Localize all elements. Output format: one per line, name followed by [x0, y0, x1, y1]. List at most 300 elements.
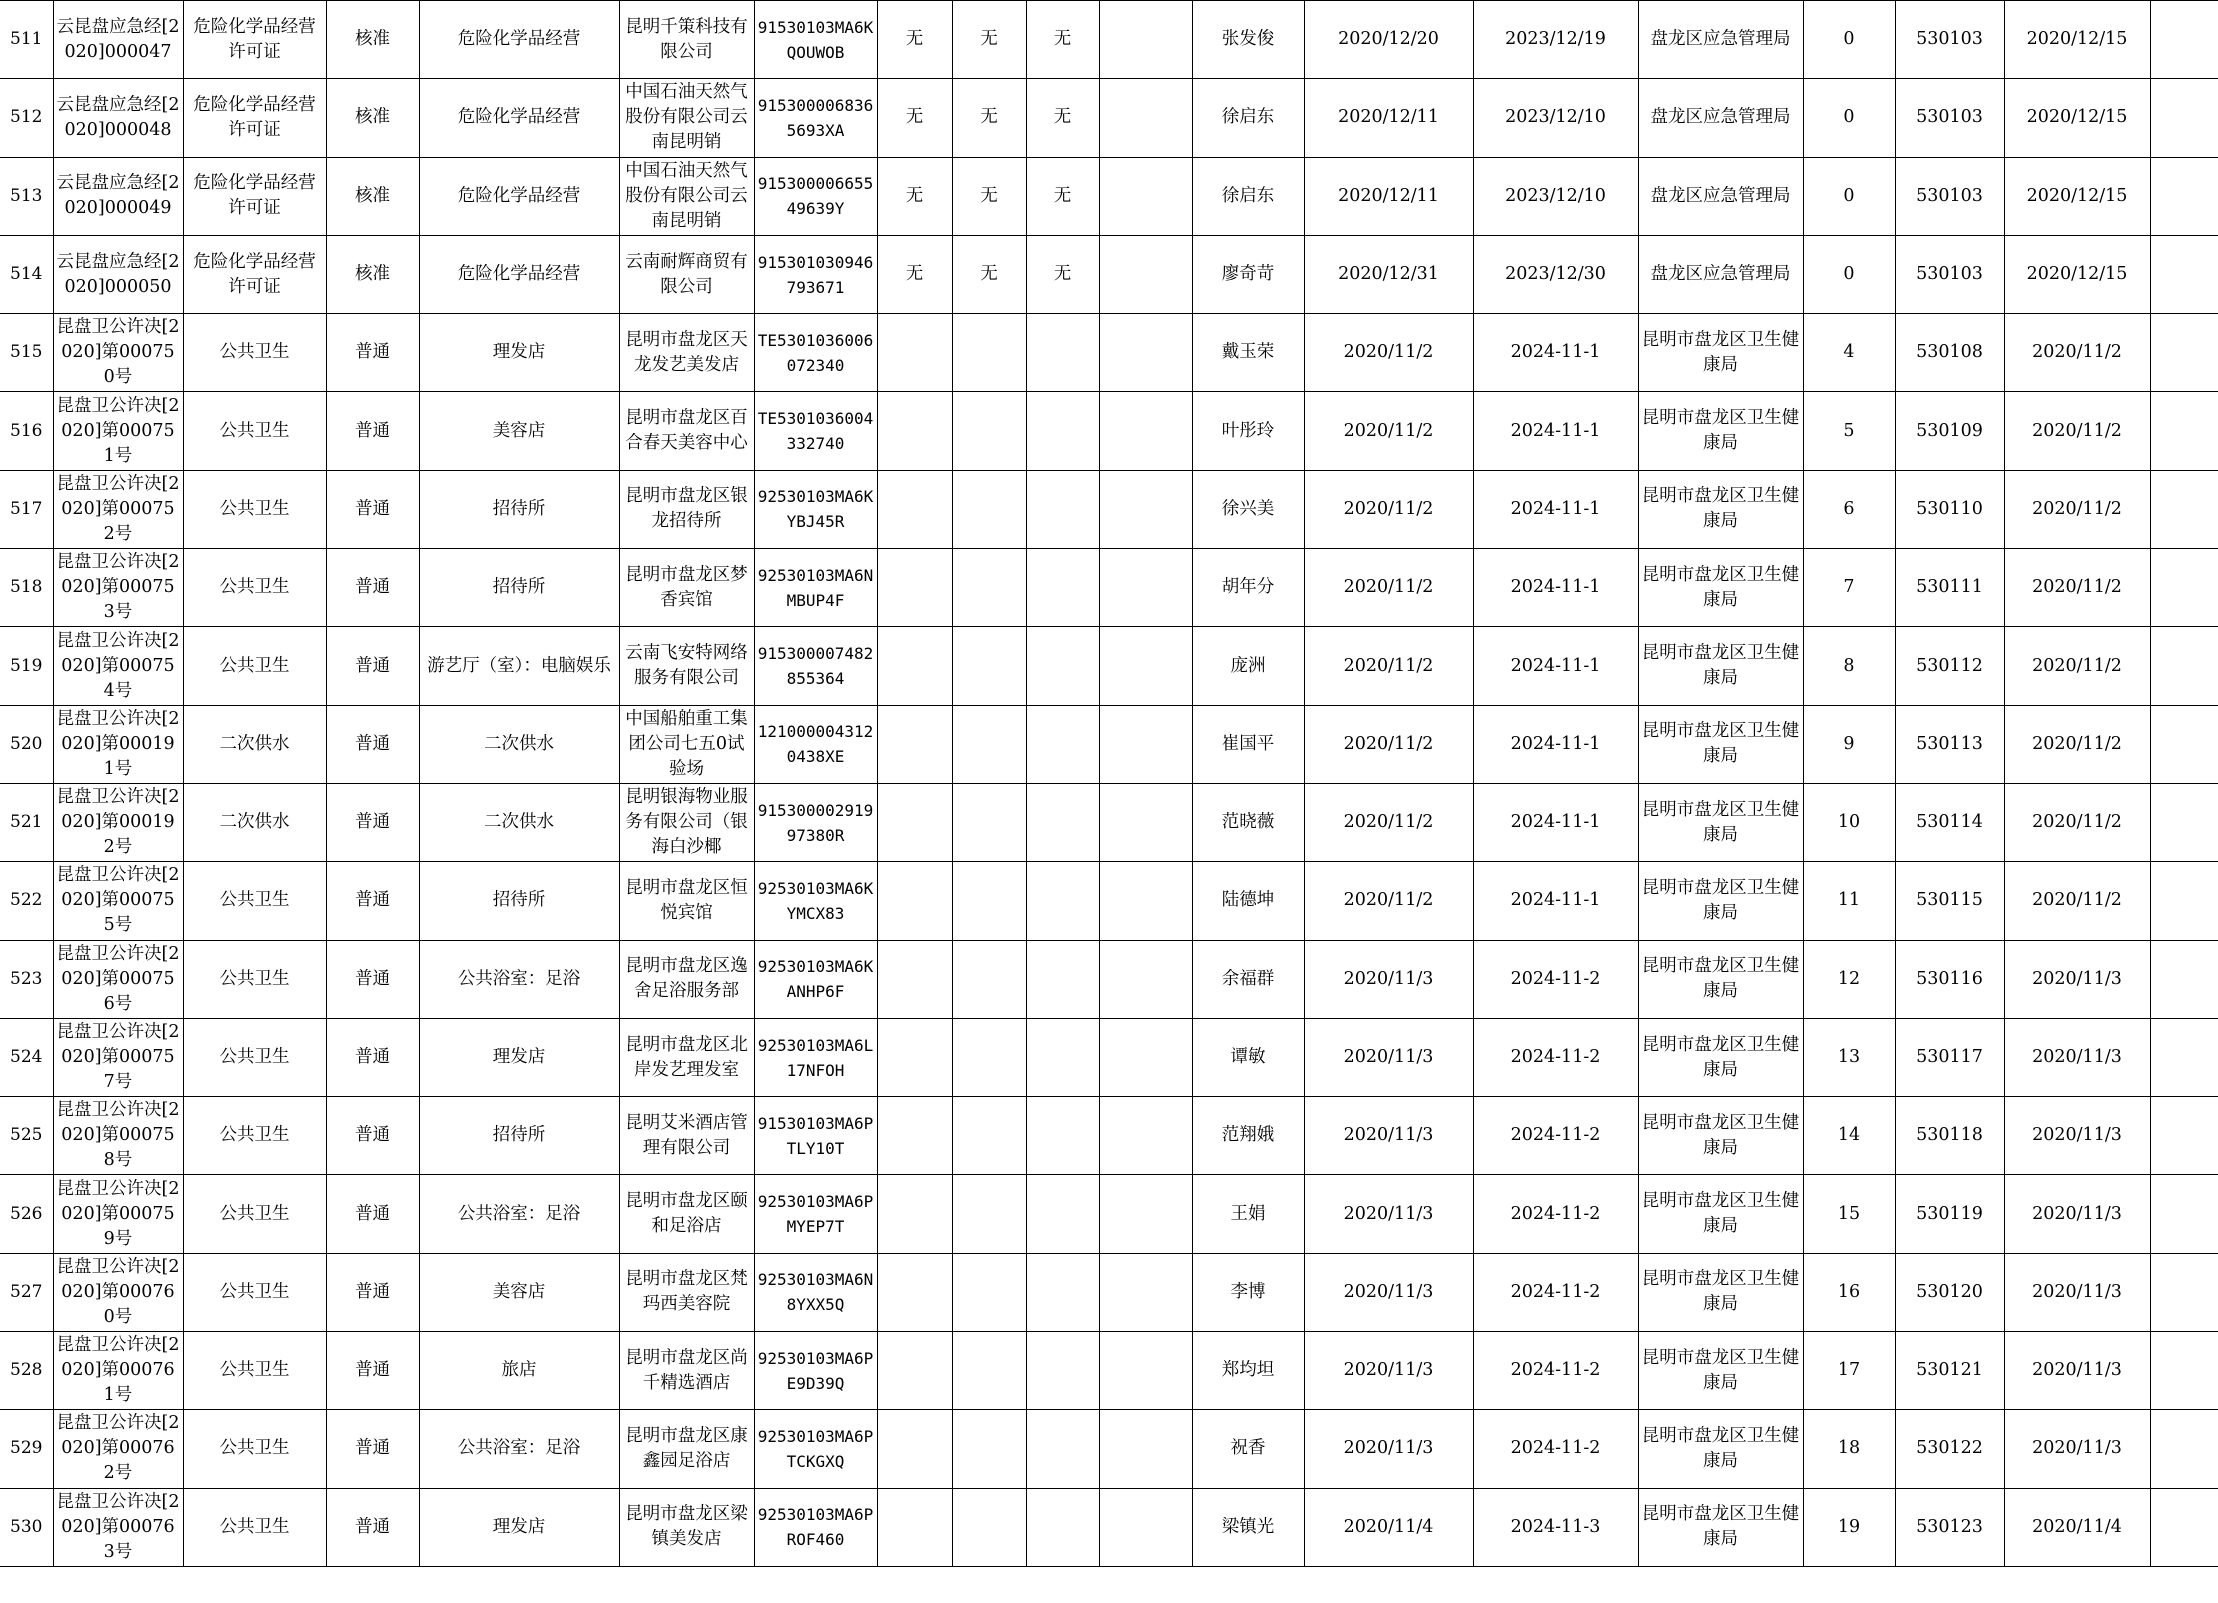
cell-status-code: [1803, 1332, 1895, 1410]
valid-from-text: 2020/11/3: [1343, 1125, 1434, 1146]
cell-permit-type: [183, 627, 326, 705]
field-a-text: 无: [905, 185, 924, 206]
credit-code-text: 92530103MA6NMBUP4F: [757, 565, 874, 610]
row-number-text: 529: [10, 1438, 43, 1459]
legal-representative-text: 戴玉荣: [1221, 342, 1275, 363]
valid-to-text: 2024-11-1: [1510, 890, 1601, 911]
cell-approval-category: [326, 1253, 419, 1331]
cell-holder-name: [619, 627, 754, 705]
cell-permit-scope: [419, 157, 619, 235]
row-number-text: 518: [10, 577, 43, 598]
area-code-text: 530103: [1916, 107, 1983, 128]
cell-holder-name: [619, 940, 754, 1018]
decision-date-text: 2020/12/15: [2026, 264, 2128, 285]
cell-remarks: [2150, 1175, 2218, 1253]
credit-code-text: 92530103MA6KYBJ45R: [757, 487, 874, 532]
approval-category-text: 核准: [355, 185, 390, 206]
cell-permit-type: [183, 235, 326, 313]
valid-from-text: 2020/11/3: [1343, 968, 1434, 989]
decision-date-text: 2020/11/3: [2032, 1047, 2122, 1067]
row-number-text: 520: [10, 733, 43, 754]
cell-field-b: [952, 314, 1026, 392]
cell-decision-date: [2004, 79, 2150, 157]
cell-permit-type: [183, 940, 326, 1018]
credit-code-text: 91530000291997380R: [757, 800, 874, 845]
cell-row-number: [0, 783, 53, 861]
area-code-text: 530111: [1916, 577, 1983, 598]
cell-credit-code: [754, 549, 877, 627]
cell-status-code: [1803, 235, 1895, 313]
cell-permit-scope: [419, 1097, 619, 1175]
legal-representative-text: 祝香: [1230, 1438, 1266, 1459]
cell-status-code: [1803, 1018, 1895, 1096]
cell-field-d: [1099, 157, 1192, 235]
cell-area-code: [1895, 1097, 2004, 1175]
cell-permit-scope: [419, 79, 619, 157]
status-code-text: 8: [1843, 655, 1855, 676]
cell-field-b: [952, 783, 1026, 861]
cell-remarks: [2150, 470, 2218, 548]
cell-valid-to: [1473, 1488, 1638, 1566]
status-code-text: 12: [1837, 968, 1861, 989]
holder-name-text: 昆明市盘龙区百合春天美容中心: [625, 408, 748, 454]
permit-type-text: 公共卫生: [219, 342, 290, 363]
table-row: [0, 1018, 2218, 1096]
permit-number-text: 云昆盘应急经[2020]000048: [56, 94, 180, 140]
cell-remarks: [2150, 627, 2218, 705]
cell-valid-from: [1304, 549, 1473, 627]
cell-holder-name: [619, 1, 754, 79]
cell-field-a: [877, 470, 952, 548]
approval-category-text: 普通: [355, 1360, 390, 1381]
cell-field-d: [1099, 235, 1192, 313]
status-code-text: 13: [1837, 1047, 1861, 1067]
cell-remarks: [2150, 1, 2218, 79]
cell-remarks: [2150, 392, 2218, 470]
cell-legal-representative: [1192, 470, 1304, 548]
cell-permit-number: [53, 1253, 183, 1331]
status-code-text: 7: [1843, 577, 1855, 598]
cell-permit-type: [183, 705, 326, 783]
cell-field-b: [952, 1018, 1026, 1096]
cell-issuing-authority: [1638, 79, 1803, 157]
legal-representative-text: 谭敏: [1230, 1047, 1266, 1067]
cell-row-number: [0, 392, 53, 470]
area-code-text: 530112: [1916, 655, 1983, 676]
cell-approval-category: [326, 79, 419, 157]
cell-issuing-authority: [1638, 549, 1803, 627]
cell-credit-code: [754, 1253, 877, 1331]
cell-valid-to: [1473, 470, 1638, 548]
approval-category-text: 核准: [355, 107, 390, 128]
permit-number-text: 昆盘卫公许决[2020]第000760号: [56, 1256, 180, 1327]
cell-issuing-authority: [1638, 314, 1803, 392]
cell-legal-representative: [1192, 940, 1304, 1018]
valid-from-text: 2020/11/3: [1343, 1281, 1434, 1302]
cell-field-b: [952, 1097, 1026, 1175]
valid-from-text: 2020/11/2: [1343, 342, 1434, 363]
cell-field-c: [1026, 235, 1099, 313]
permit-number-text: 云昆盘应急经[2020]000047: [56, 16, 180, 62]
cell-approval-category: [326, 1, 419, 79]
cell-field-d: [1099, 392, 1192, 470]
issuing-authority-text: 昆明市盘龙区卫生健康局: [1641, 643, 1800, 689]
approval-category-text: 普通: [355, 577, 390, 598]
cell-valid-to: [1473, 940, 1638, 1018]
cell-field-d: [1099, 1, 1192, 79]
cell-status-code: [1803, 79, 1895, 157]
valid-from-text: 2020/11/4: [1343, 1516, 1434, 1537]
cell-credit-code: [754, 627, 877, 705]
cell-field-b: [952, 1488, 1026, 1566]
cell-field-c: [1026, 549, 1099, 627]
status-code-text: 0: [1843, 264, 1855, 285]
approval-category-text: 普通: [355, 890, 390, 911]
valid-from-text: 2020/11/2: [1343, 655, 1434, 676]
cell-legal-representative: [1192, 1410, 1304, 1488]
legal-representative-text: 王娟: [1230, 1203, 1266, 1224]
cell-approval-category: [326, 862, 419, 940]
valid-from-text: 2020/12/11: [1338, 185, 1439, 206]
cell-legal-representative: [1192, 235, 1304, 313]
cell-permit-type: [183, 1410, 326, 1488]
cell-valid-from: [1304, 314, 1473, 392]
status-code-text: 17: [1837, 1360, 1861, 1381]
cell-field-a: [877, 1018, 952, 1096]
cell-field-d: [1099, 940, 1192, 1018]
cell-valid-from: [1304, 1410, 1473, 1488]
cell-row-number: [0, 940, 53, 1018]
permit-type-text: 公共卫生: [219, 1360, 290, 1381]
cell-valid-to: [1473, 627, 1638, 705]
status-code-text: 11: [1837, 890, 1861, 911]
cell-status-code: [1803, 392, 1895, 470]
cell-legal-representative: [1192, 783, 1304, 861]
cell-status-code: [1803, 627, 1895, 705]
cell-field-d: [1099, 1332, 1192, 1410]
status-code-text: 18: [1837, 1438, 1861, 1459]
issuing-authority-text: 昆明市盘龙区卫生健康局: [1641, 1347, 1800, 1393]
cell-issuing-authority: [1638, 940, 1803, 1018]
permit-type-text: 危险化学品经营许可证: [193, 94, 316, 140]
cell-permit-number: [53, 470, 183, 548]
row-number-text: 511: [10, 29, 43, 50]
cell-status-code: [1803, 549, 1895, 627]
cell-credit-code: [754, 392, 877, 470]
cell-field-a: [877, 235, 952, 313]
cell-issuing-authority: [1638, 1175, 1803, 1253]
cell-decision-date: [2004, 157, 2150, 235]
cell-holder-name: [619, 783, 754, 861]
cell-field-b: [952, 549, 1026, 627]
cell-permit-scope: [419, 1175, 619, 1253]
cell-valid-from: [1304, 940, 1473, 1018]
cell-row-number: [0, 1175, 53, 1253]
permit-scope-text: 游艺厅（室）：电脑娱乐: [427, 655, 611, 676]
cell-permit-number: [53, 783, 183, 861]
cell-field-c: [1026, 1018, 1099, 1096]
credit-code-text: 91530103MA6PTLY10T: [757, 1113, 874, 1158]
credit-code-text: 92530103MA6PMYEP7T: [757, 1192, 874, 1237]
area-code-text: 530122: [1916, 1438, 1983, 1459]
valid-to-text: 2024-11-2: [1510, 1281, 1601, 1302]
credit-code-text: 92530103MA6PE9D39Q: [757, 1348, 874, 1393]
cell-permit-type: [183, 392, 326, 470]
cell-area-code: [1895, 235, 2004, 313]
approval-category-text: 普通: [355, 1047, 390, 1067]
cell-permit-type: [183, 1488, 326, 1566]
credit-code-text: 9153000068365693XA: [757, 95, 874, 140]
cell-valid-from: [1304, 79, 1473, 157]
cell-approval-category: [326, 1488, 419, 1566]
cell-permit-number: [53, 940, 183, 1018]
cell-permit-scope: [419, 235, 619, 313]
cell-valid-to: [1473, 549, 1638, 627]
table-row: [0, 470, 2218, 548]
valid-to-text: 2024-11-1: [1510, 498, 1601, 519]
permit-scope-text: 公共浴室：足浴: [457, 1438, 581, 1459]
cell-decision-date: [2004, 862, 2150, 940]
table-row: [0, 1253, 2218, 1331]
status-code-text: 9: [1843, 733, 1855, 754]
cell-permit-scope: [419, 314, 619, 392]
permit-scope-text: 公共浴室：足浴: [457, 1203, 581, 1224]
holder-name-text: 中国石油天然气股份有限公司云南昆明销: [625, 82, 748, 153]
approval-category-text: 核准: [355, 29, 390, 50]
cell-area-code: [1895, 1175, 2004, 1253]
permit-number-text: 昆盘卫公许决[2020]第000753号: [56, 552, 180, 623]
area-code-text: 530108: [1916, 342, 1983, 363]
permit-type-text: 危险化学品经营许可证: [193, 251, 316, 297]
cell-field-b: [952, 1, 1026, 79]
cell-permit-number: [53, 705, 183, 783]
cell-legal-representative: [1192, 79, 1304, 157]
valid-to-text: 2023/12/10: [1505, 185, 1606, 206]
cell-field-d: [1099, 1488, 1192, 1566]
legal-representative-text: 张发俊: [1221, 29, 1275, 50]
cell-permit-type: [183, 79, 326, 157]
cell-field-c: [1026, 1, 1099, 79]
cell-field-b: [952, 235, 1026, 313]
cell-status-code: [1803, 470, 1895, 548]
cell-field-a: [877, 1097, 952, 1175]
holder-name-text: 昆明市盘龙区康鑫园足浴店: [625, 1425, 748, 1471]
cell-permit-type: [183, 1175, 326, 1253]
status-code-text: 0: [1843, 29, 1855, 50]
area-code-text: 530115: [1916, 890, 1983, 911]
cell-area-code: [1895, 1488, 2004, 1566]
valid-to-text: 2024-11-2: [1510, 1047, 1601, 1067]
cell-area-code: [1895, 1253, 2004, 1331]
cell-status-code: [1803, 314, 1895, 392]
status-code-text: 6: [1843, 498, 1855, 519]
cell-legal-representative: [1192, 1332, 1304, 1410]
cell-row-number: [0, 1, 53, 79]
cell-remarks: [2150, 1332, 2218, 1410]
permit-scope-text: 招待所: [492, 890, 546, 911]
field-c-text: 无: [1053, 107, 1072, 128]
field-b-text: 无: [980, 264, 998, 285]
permit-scope-text: 理发店: [492, 1516, 546, 1537]
cell-issuing-authority: [1638, 392, 1803, 470]
legal-representative-text: 郑均坦: [1221, 1360, 1275, 1381]
field-c-text: 无: [1053, 185, 1072, 206]
cell-approval-category: [326, 470, 419, 548]
cell-field-d: [1099, 549, 1192, 627]
cell-permit-number: [53, 627, 183, 705]
cell-status-code: [1803, 1488, 1895, 1566]
area-code-text: 530109: [1916, 420, 1983, 441]
cell-valid-from: [1304, 1097, 1473, 1175]
cell-approval-category: [326, 1410, 419, 1488]
table-row: [0, 235, 2218, 313]
valid-to-text: 2024-11-1: [1510, 812, 1601, 833]
cell-decision-date: [2004, 314, 2150, 392]
valid-from-text: 2020/11/2: [1343, 577, 1434, 598]
decision-date-text: 2020/11/3: [2032, 1125, 2122, 1146]
approval-category-text: 普通: [355, 968, 390, 989]
row-number-text: 517: [10, 498, 43, 519]
status-code-text: 15: [1837, 1203, 1861, 1224]
table-row: [0, 1097, 2218, 1175]
field-c-text: 无: [1053, 264, 1072, 285]
decision-date-text: 2020/11/2: [2032, 498, 2122, 519]
issuing-authority-text: 昆明市盘龙区卫生健康局: [1641, 408, 1800, 454]
cell-field-b: [952, 392, 1026, 470]
decision-date-text: 2020/11/2: [2032, 342, 2122, 363]
cell-credit-code: [754, 1097, 877, 1175]
holder-name-text: 昆明市盘龙区梁镇美发店: [625, 1504, 748, 1550]
cell-decision-date: [2004, 1018, 2150, 1096]
cell-holder-name: [619, 1410, 754, 1488]
holder-name-text: 昆明市盘龙区梦香宾馆: [625, 564, 748, 610]
row-number-text: 530: [10, 1516, 43, 1537]
cell-holder-name: [619, 1332, 754, 1410]
cell-issuing-authority: [1638, 1097, 1803, 1175]
permit-type-text: 公共卫生: [219, 1281, 290, 1302]
cell-credit-code: [754, 1, 877, 79]
permit-number-text: 昆盘卫公许决[2020]第000756号: [56, 943, 180, 1014]
permit-type-text: 公共卫生: [219, 1203, 290, 1224]
issuing-authority-text: 盘龙区应急管理局: [1650, 107, 1791, 128]
row-number-text: 519: [10, 655, 43, 676]
cell-valid-from: [1304, 392, 1473, 470]
holder-name-text: 昆明市盘龙区北岸发艺理发室: [625, 1034, 748, 1080]
cell-issuing-authority: [1638, 627, 1803, 705]
cell-issuing-authority: [1638, 1332, 1803, 1410]
cell-status-code: [1803, 862, 1895, 940]
cell-holder-name: [619, 157, 754, 235]
cell-status-code: [1803, 1097, 1895, 1175]
cell-field-c: [1026, 314, 1099, 392]
area-code-text: 530113: [1916, 733, 1983, 754]
cell-issuing-authority: [1638, 705, 1803, 783]
cell-issuing-authority: [1638, 235, 1803, 313]
cell-field-c: [1026, 392, 1099, 470]
valid-from-text: 2020/11/2: [1343, 890, 1434, 911]
approval-category-text: 普通: [355, 655, 390, 676]
approval-category-text: 普通: [355, 1125, 390, 1146]
cell-permit-scope: [419, 1253, 619, 1331]
cell-valid-to: [1473, 1332, 1638, 1410]
cell-holder-name: [619, 1488, 754, 1566]
status-code-text: 0: [1843, 185, 1855, 206]
cell-row-number: [0, 862, 53, 940]
cell-field-d: [1099, 1253, 1192, 1331]
cell-approval-category: [326, 1018, 419, 1096]
holder-name-text: 昆明艾米酒店管理有限公司: [625, 1112, 748, 1158]
area-code-text: 530119: [1916, 1203, 1983, 1224]
issuing-authority-text: 昆明市盘龙区卫生健康局: [1641, 1112, 1800, 1158]
cell-remarks: [2150, 549, 2218, 627]
area-code-text: 530114: [1916, 812, 1983, 833]
cell-decision-date: [2004, 470, 2150, 548]
decision-date-text: 2020/12/15: [2026, 185, 2128, 206]
permit-scope-text: 二次供水: [484, 812, 554, 833]
cell-permit-number: [53, 235, 183, 313]
decision-date-text: 2020/11/2: [2032, 655, 2122, 676]
cell-decision-date: [2004, 783, 2150, 861]
cell-field-c: [1026, 940, 1099, 1018]
credit-code-text: 915301030946793671: [757, 252, 874, 297]
cell-field-a: [877, 1, 952, 79]
cell-area-code: [1895, 157, 2004, 235]
cell-remarks: [2150, 1410, 2218, 1488]
issuing-authority-text: 昆明市盘龙区卫生健康局: [1641, 1034, 1800, 1080]
legal-representative-text: 叶彤玲: [1221, 420, 1275, 441]
cell-field-b: [952, 705, 1026, 783]
status-code-text: 4: [1843, 342, 1855, 363]
valid-to-text: 2024-11-2: [1510, 1203, 1601, 1224]
issuing-authority-text: 昆明市盘龙区卫生健康局: [1641, 799, 1800, 845]
cell-permit-scope: [419, 1488, 619, 1566]
cell-remarks: [2150, 79, 2218, 157]
cell-row-number: [0, 314, 53, 392]
cell-area-code: [1895, 470, 2004, 548]
issuing-authority-text: 盘龙区应急管理局: [1650, 29, 1791, 50]
approval-category-text: 普通: [355, 733, 390, 754]
legal-representative-text: 范晓薇: [1221, 812, 1275, 833]
valid-to-text: 2024-11-1: [1510, 577, 1601, 598]
valid-from-text: 2020/11/3: [1343, 1438, 1434, 1459]
cell-field-a: [877, 392, 952, 470]
permit-type-text: 公共卫生: [219, 1438, 290, 1459]
table-row: [0, 314, 2218, 392]
cell-holder-name: [619, 705, 754, 783]
cell-valid-to: [1473, 1410, 1638, 1488]
cell-valid-from: [1304, 1, 1473, 79]
holder-name-text: 中国船舶重工集团公司七五0试验场: [625, 708, 748, 779]
legal-representative-text: 廖奇苛: [1221, 264, 1275, 285]
cell-credit-code: [754, 783, 877, 861]
cell-decision-date: [2004, 1488, 2150, 1566]
permit-type-text: 公共卫生: [219, 498, 290, 519]
cell-approval-category: [326, 940, 419, 1018]
cell-legal-representative: [1192, 1253, 1304, 1331]
decision-date-text: 2020/11/3: [2032, 1281, 2122, 1302]
cell-issuing-authority: [1638, 783, 1803, 861]
cell-permit-scope: [419, 392, 619, 470]
cell-holder-name: [619, 1097, 754, 1175]
permit-type-text: 公共卫生: [219, 577, 290, 598]
permit-type-text: 公共卫生: [219, 655, 290, 676]
cell-field-d: [1099, 627, 1192, 705]
area-code-text: 530103: [1916, 29, 1983, 50]
holder-name-text: 云南耐辉商贸有限公司: [625, 251, 748, 297]
decision-date-text: 2020/11/3: [2032, 1438, 2122, 1459]
status-code-text: 10: [1837, 812, 1861, 833]
cell-issuing-authority: [1638, 1253, 1803, 1331]
